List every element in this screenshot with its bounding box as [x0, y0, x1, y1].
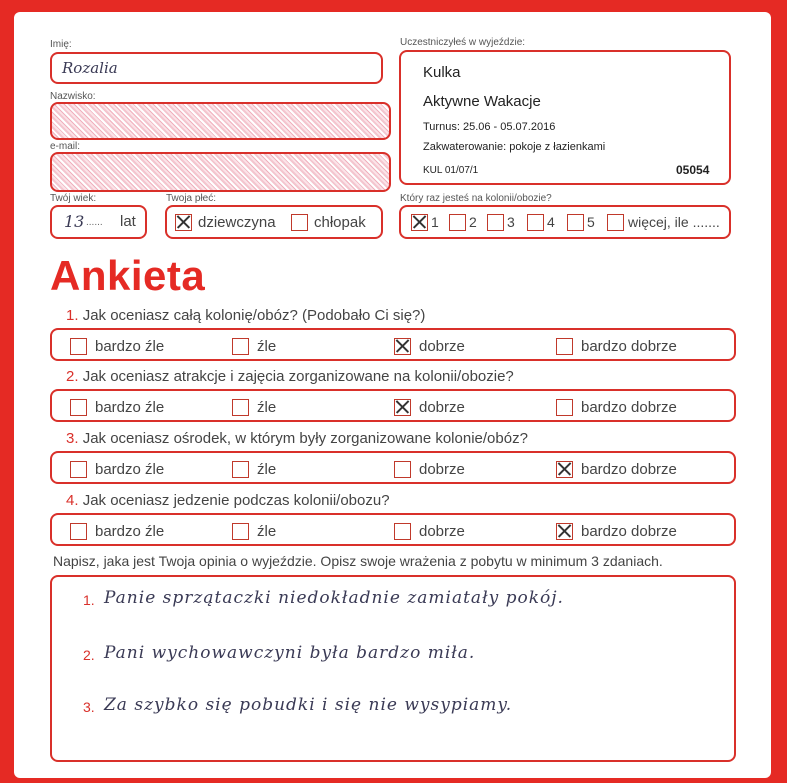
times-5-checkbox[interactable] — [567, 214, 584, 231]
opinion-line-text: Pani wychowawczyni była bardzo miła. — [104, 643, 476, 663]
age-field[interactable] — [50, 205, 147, 239]
answer-option[interactable] — [232, 398, 276, 416]
times-1-label: 1 — [431, 214, 439, 231]
age-value: 13 — [64, 212, 85, 231]
answer-label: dobrze — [419, 522, 465, 540]
age-label: Twój wiek: — [50, 193, 97, 204]
email-label: e-mail: — [50, 141, 81, 152]
question-3-options — [50, 451, 736, 484]
question-number: 3. — [66, 430, 79, 447]
answer-option[interactable] — [394, 460, 465, 478]
answer-label: bardzo dobrze — [581, 522, 677, 540]
times-5-label: 5 — [587, 214, 595, 231]
question-1-options — [50, 328, 736, 361]
answer-option[interactable] — [232, 337, 276, 355]
answer-checkbox[interactable] — [556, 399, 573, 416]
times-3-label: 3 — [507, 214, 515, 231]
answer-label: dobrze — [419, 337, 465, 355]
answer-checkbox[interactable] — [394, 461, 411, 478]
answer-option[interactable] — [556, 460, 677, 478]
answer-label: źle — [257, 398, 277, 416]
answer-label: bardzo źle — [95, 337, 165, 355]
times-2-checkbox[interactable] — [449, 214, 466, 231]
times-option-1[interactable] — [411, 213, 439, 231]
question-3-text — [66, 430, 528, 447]
times-4-checkbox[interactable] — [527, 214, 544, 231]
answer-checkbox[interactable] — [556, 461, 573, 478]
age-unit: lat — [120, 213, 136, 230]
times-option-3[interactable] — [487, 213, 515, 231]
answer-option[interactable] — [394, 337, 465, 355]
times-option-2[interactable] — [449, 213, 477, 231]
opinion-line-number: 3. — [83, 699, 95, 715]
answer-option[interactable] — [556, 337, 677, 355]
gender-label: Twoja płeć: — [166, 193, 217, 204]
camp-code: KUL 01/07/1 — [423, 165, 479, 176]
accom-line — [423, 141, 605, 153]
question-2-text — [66, 368, 514, 385]
camp-info-box — [399, 50, 731, 185]
answer-option[interactable] — [70, 337, 164, 355]
times-2-label: 2 — [469, 214, 477, 231]
question-label: Jak oceniasz ośrodek, w którym były zorganizowane kolonie/obóz? — [82, 430, 528, 447]
answer-option[interactable] — [70, 398, 164, 416]
camp-name: Aktywne Wakacje — [423, 93, 541, 110]
question-number: 1. — [66, 307, 79, 324]
term-value: 25.06 - 05.07.2016 — [462, 121, 556, 133]
opinion-prompt: Napisz, jaka jest Twoja opinia o wyjeździe. Opisz swoje wrażenia z pobytu w minimum 3 zdaniach. — [53, 553, 663, 569]
answer-label: dobrze — [419, 398, 465, 416]
times-4-label: 4 — [547, 214, 555, 231]
answer-checkbox[interactable] — [232, 338, 249, 355]
term-label: Turnus: — [423, 121, 460, 133]
opinion-line-text: Za szybko się pobudki i się nie wysypiamy. — [104, 695, 513, 715]
gender-girl-checkbox[interactable] — [175, 214, 192, 231]
question-label: Jak oceniasz jedzenie podczas kolonii/obozu? — [82, 492, 390, 509]
answer-option[interactable] — [70, 522, 164, 540]
times-1-checkbox[interactable] — [411, 214, 428, 231]
answer-checkbox[interactable] — [70, 461, 87, 478]
answer-label: bardzo źle — [95, 460, 165, 478]
question-2-options — [50, 389, 736, 422]
answer-checkbox[interactable] — [70, 338, 87, 355]
answer-checkbox[interactable] — [70, 523, 87, 540]
question-4-options — [50, 513, 736, 546]
name-label: Imię: — [50, 39, 72, 50]
answer-checkbox[interactable] — [232, 461, 249, 478]
survey-title: Ankieta — [50, 252, 206, 299]
times-more-label: więcej, ile ....... — [628, 214, 720, 231]
answer-option[interactable] — [232, 522, 276, 540]
accom-value: pokoje z łazienkami — [509, 141, 606, 153]
gender-field — [165, 205, 383, 239]
question-number: 2. — [66, 368, 79, 385]
term-line — [423, 121, 555, 133]
answer-label: źle — [257, 460, 277, 478]
question-label: Jak oceniasz atrakcje i zajęcia zorganizowane na kolonii/obozie? — [82, 368, 514, 385]
answer-option[interactable] — [394, 398, 465, 416]
answer-checkbox[interactable] — [70, 399, 87, 416]
gender-girl-label: dziewczyna — [198, 213, 276, 231]
email-field-redacted[interactable] — [50, 152, 391, 192]
name-value: Rozalia — [62, 59, 118, 77]
answer-checkbox[interactable] — [394, 399, 411, 416]
age-dots: ...... — [86, 217, 103, 228]
answer-label: źle — [257, 522, 277, 540]
answer-option[interactable] — [394, 522, 465, 540]
gender-boy-checkbox[interactable] — [291, 214, 308, 231]
opinion-line-number: 2. — [83, 647, 95, 663]
survey-sheet — [14, 12, 771, 778]
answer-option[interactable] — [556, 398, 677, 416]
question-4-text — [66, 492, 390, 509]
answer-checkbox[interactable] — [232, 399, 249, 416]
surname-field-redacted[interactable] — [50, 102, 391, 140]
answer-label: dobrze — [419, 460, 465, 478]
times-option-5[interactable] — [567, 213, 595, 231]
answer-label: bardzo dobrze — [581, 337, 677, 355]
answer-option[interactable] — [232, 460, 276, 478]
times-option-4[interactable] — [527, 213, 555, 231]
opinion-line-text: Panie sprzątaczki niedokładnie zamiatały pokój. — [104, 588, 564, 608]
gender-option-boy[interactable] — [291, 213, 366, 231]
times-option-more[interactable] — [607, 213, 720, 231]
times-more-checkbox[interactable] — [607, 214, 624, 231]
times-label: Który raz jesteś na kolonii/obozie? — [400, 193, 552, 204]
camp-org: Kulka — [423, 64, 461, 81]
answer-option[interactable] — [70, 460, 164, 478]
answer-checkbox[interactable] — [556, 338, 573, 355]
answer-checkbox[interactable] — [394, 523, 411, 540]
question-1-text — [66, 307, 425, 324]
answer-checkbox[interactable] — [394, 338, 411, 355]
gender-option-girl[interactable] — [175, 213, 276, 231]
question-number: 4. — [66, 492, 79, 509]
answer-label: bardzo źle — [95, 522, 165, 540]
answer-label: źle — [257, 337, 277, 355]
answer-checkbox[interactable] — [556, 523, 573, 540]
surname-label: Nazwisko: — [50, 91, 96, 102]
times-field — [399, 205, 731, 239]
form-number: 05054 — [676, 163, 710, 177]
opinion-line-number: 1. — [83, 592, 95, 608]
gender-boy-label: chłopak — [314, 213, 366, 231]
answer-checkbox[interactable] — [232, 523, 249, 540]
answer-option[interactable] — [556, 522, 677, 540]
participant-label: Uczestniczyłeś w wyjeździe: — [400, 37, 526, 48]
times-3-checkbox[interactable] — [487, 214, 504, 231]
answer-label: bardzo dobrze — [581, 398, 677, 416]
answer-label: bardzo dobrze — [581, 460, 677, 478]
name-field[interactable] — [50, 52, 383, 84]
accom-label: Zakwaterowanie: — [423, 141, 507, 153]
question-label: Jak oceniasz całą kolonię/obóz? (Podobało Ci się?) — [82, 307, 426, 324]
answer-label: bardzo źle — [95, 398, 165, 416]
